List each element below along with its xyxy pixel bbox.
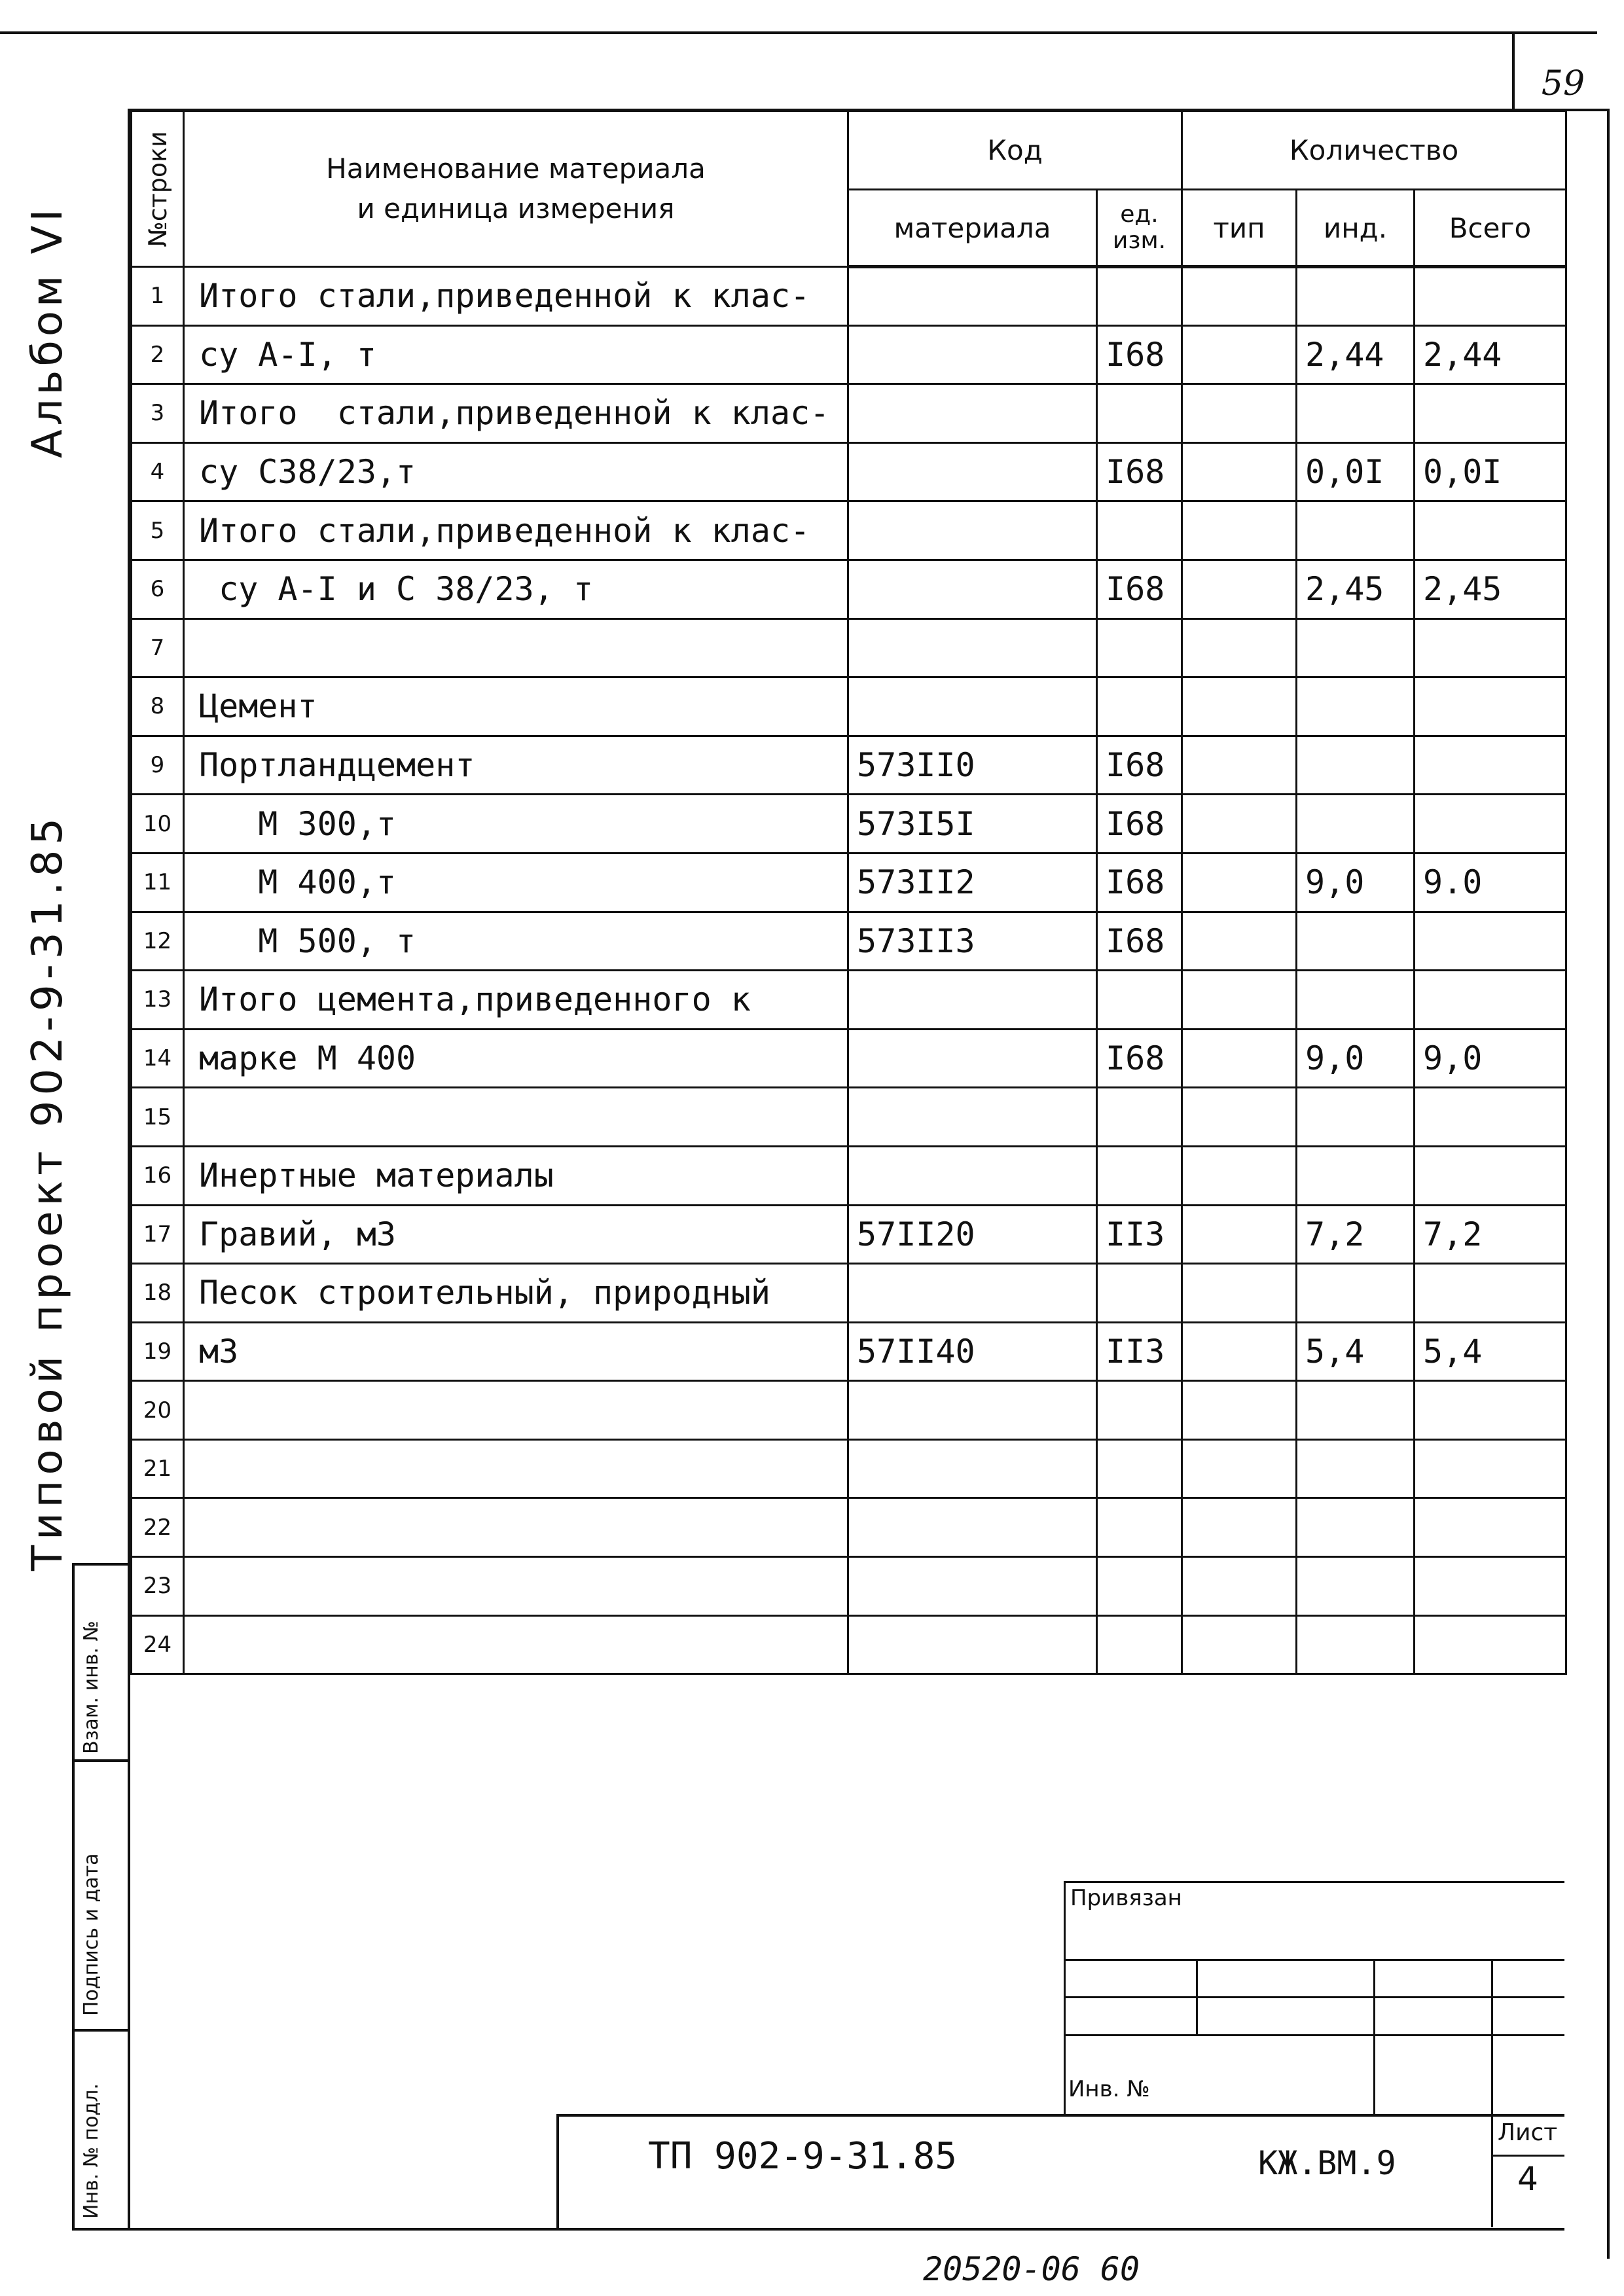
qty-ind-cell	[1297, 1381, 1415, 1440]
row-number-cell: 23	[132, 1557, 184, 1616]
page-number: 59	[1541, 64, 1585, 103]
row-number-cell: 19	[132, 1322, 184, 1381]
qty-ind-cell	[1297, 1615, 1415, 1674]
material-code-cell	[848, 1498, 1097, 1557]
table-row	[132, 501, 1566, 560]
qty-total-cell: 9,0	[1415, 1029, 1566, 1088]
table-row	[132, 1498, 1566, 1557]
material-name-cell: Инертные материалы	[184, 1146, 848, 1205]
frame-right-border	[1607, 109, 1610, 2259]
stamp-inv-podl: Инв. № подл.	[80, 2083, 103, 2219]
unit-code-cell	[1097, 619, 1182, 677]
material-name-cell	[184, 1498, 848, 1557]
qty-total-cell	[1415, 1088, 1566, 1147]
material-name-cell	[184, 1615, 848, 1674]
table-row	[132, 1146, 1566, 1205]
row-number-cell: 10	[132, 795, 184, 853]
material-name-cell	[184, 1088, 848, 1147]
unit-code-cell	[1097, 1088, 1182, 1147]
qty-total-cell	[1415, 795, 1566, 853]
unit-code-cell	[1097, 1439, 1182, 1498]
stamp-podpis-data: Подпись и дата	[80, 1853, 103, 2016]
unit-code-cell	[1097, 1498, 1182, 1557]
qty-type-cell	[1182, 677, 1297, 736]
qty-total-cell	[1415, 267, 1566, 326]
table-row	[132, 912, 1566, 971]
qty-total-cell	[1415, 912, 1566, 971]
material-code-cell	[848, 677, 1097, 736]
material-code-cell	[848, 1557, 1097, 1616]
qty-type-cell	[1182, 325, 1297, 384]
material-code-cell	[848, 1029, 1097, 1088]
material-code-cell: 57II20	[848, 1205, 1097, 1264]
material-code-cell	[848, 1615, 1097, 1674]
qty-total-cell: 7,2	[1415, 1205, 1566, 1264]
qty-total-cell: 9.0	[1415, 853, 1566, 912]
qty-ind-cell	[1297, 795, 1415, 853]
row-number-cell: 18	[132, 1264, 184, 1323]
qty-type-cell	[1182, 1146, 1297, 1205]
material-name-cell: марке М 400	[184, 1029, 848, 1088]
frame-bottom-border	[72, 2228, 1564, 2231]
table-row	[132, 795, 1566, 853]
table-row	[132, 442, 1566, 501]
row-number-cell: 6	[132, 560, 184, 619]
material-name-cell: Цемент	[184, 677, 848, 736]
row-number-cell: 2	[132, 325, 184, 384]
table-row	[132, 1615, 1566, 1674]
table-row	[132, 677, 1566, 736]
qty-type-cell	[1182, 619, 1297, 677]
qty-total-cell: 5,4	[1415, 1322, 1566, 1381]
material-code-cell	[848, 560, 1097, 619]
header-qty-type: тип	[1182, 190, 1297, 267]
material-code-cell	[848, 1381, 1097, 1440]
material-code-cell	[848, 1088, 1097, 1147]
material-name-cell: су С38/23,т	[184, 442, 848, 501]
qty-type-cell	[1182, 384, 1297, 443]
qty-ind-cell	[1297, 677, 1415, 736]
qty-type-cell	[1182, 1615, 1297, 1674]
qty-ind-cell: 9,0	[1297, 1029, 1415, 1088]
qty-total-cell	[1415, 1381, 1566, 1440]
qty-ind-cell	[1297, 1498, 1415, 1557]
material-name-cell	[184, 1439, 848, 1498]
row-number-cell: 11	[132, 853, 184, 912]
document-number: ТП 902-9-31.85	[648, 2135, 958, 2178]
unit-code-cell: I68	[1097, 912, 1182, 971]
qty-ind-cell	[1297, 912, 1415, 971]
material-name-cell: Итого стали,приведенной к клас-	[184, 501, 848, 560]
unit-code-cell	[1097, 267, 1182, 326]
material-code-cell	[848, 1146, 1097, 1205]
inv-no-label: Инв. №	[1068, 2076, 1150, 2102]
row-number-cell: 1	[132, 267, 184, 326]
table-row	[132, 736, 1566, 795]
footer-number: 20520-06 60	[923, 2250, 1140, 2288]
qty-ind-cell: 5,4	[1297, 1322, 1415, 1381]
qty-ind-cell: 0,0I	[1297, 442, 1415, 501]
material-name-cell	[184, 1557, 848, 1616]
qty-type-cell	[1182, 853, 1297, 912]
table-row	[132, 1557, 1566, 1616]
album-caption: Альбом VI	[24, 205, 72, 458]
unit-code-cell: I68	[1097, 853, 1182, 912]
unit-code-cell	[1097, 1146, 1182, 1205]
qty-type-cell	[1182, 1322, 1297, 1381]
unit-code-cell	[1097, 1557, 1182, 1616]
table-row	[132, 560, 1566, 619]
row-number-cell: 4	[132, 442, 184, 501]
qty-ind-cell: 9,0	[1297, 853, 1415, 912]
sheet-number: 4	[1517, 2160, 1538, 2198]
row-number-cell: 9	[132, 736, 184, 795]
qty-total-cell	[1415, 1264, 1566, 1323]
qty-ind-cell	[1297, 384, 1415, 443]
material-code-cell	[848, 442, 1097, 501]
qty-ind-cell	[1297, 1088, 1415, 1147]
qty-total-cell	[1415, 736, 1566, 795]
materials-table-body	[132, 267, 1566, 1674]
qty-total-cell	[1415, 384, 1566, 443]
qty-type-cell	[1182, 1381, 1297, 1440]
qty-type-cell	[1182, 267, 1297, 326]
stamp-vzam-inv: Взам. инв. №	[80, 1621, 103, 1754]
qty-ind-cell: 2,44	[1297, 325, 1415, 384]
unit-code-cell: I68	[1097, 736, 1182, 795]
qty-type-cell	[1182, 736, 1297, 795]
project-caption: Типовой проект 902-9-31.85	[24, 812, 72, 1571]
unit-code-cell: I68	[1097, 325, 1182, 384]
qty-total-cell	[1415, 1615, 1566, 1674]
table-row	[132, 1029, 1566, 1088]
header-code-unit: ед. изм.	[1097, 190, 1182, 267]
qty-ind-cell	[1297, 1264, 1415, 1323]
material-code-cell	[848, 501, 1097, 560]
qty-total-cell: 0,0I	[1415, 442, 1566, 501]
header-qty-total: Всего	[1415, 190, 1566, 267]
table-row	[132, 971, 1566, 1030]
row-number-cell: 16	[132, 1146, 184, 1205]
unit-code-cell: I68	[1097, 560, 1182, 619]
material-code-cell	[848, 1264, 1097, 1323]
row-number-cell: 22	[132, 1498, 184, 1557]
qty-type-cell	[1182, 912, 1297, 971]
qty-type-cell	[1182, 560, 1297, 619]
table-row	[132, 384, 1566, 443]
qty-ind-cell	[1297, 619, 1415, 677]
row-number-cell: 20	[132, 1381, 184, 1440]
row-number-cell: 12	[132, 912, 184, 971]
material-code-cell: 573II3	[848, 912, 1097, 971]
qty-type-cell	[1182, 442, 1297, 501]
unit-code-cell	[1097, 384, 1182, 443]
header-quantity-group: Количество	[1182, 111, 1566, 190]
material-code-cell	[848, 1439, 1097, 1498]
material-code-cell	[848, 384, 1097, 443]
unit-code-cell: II3	[1097, 1205, 1182, 1264]
qty-type-cell	[1182, 1439, 1297, 1498]
sheet-label: Лист	[1498, 2119, 1558, 2146]
material-code-cell	[848, 325, 1097, 384]
table-row	[132, 1322, 1566, 1381]
header-code-group: Код	[848, 111, 1182, 190]
table-row	[132, 1088, 1566, 1147]
unit-code-cell	[1097, 971, 1182, 1030]
row-number-cell: 5	[132, 501, 184, 560]
unit-code-cell: I68	[1097, 442, 1182, 501]
material-name-cell: М 500, т	[184, 912, 848, 971]
header-material-name: Наименование материала и единица измерения	[184, 111, 848, 267]
material-code-cell	[848, 619, 1097, 677]
qty-total-cell	[1415, 1557, 1566, 1616]
qty-type-cell	[1182, 1205, 1297, 1264]
qty-ind-cell	[1297, 1146, 1415, 1205]
table-row	[132, 853, 1566, 912]
row-number-cell: 3	[132, 384, 184, 443]
qty-type-cell	[1182, 501, 1297, 560]
material-name-cell	[184, 619, 848, 677]
unit-code-cell	[1097, 1615, 1182, 1674]
qty-total-cell	[1415, 1498, 1566, 1557]
qty-ind-cell	[1297, 1439, 1415, 1498]
unit-code-cell: I68	[1097, 1029, 1182, 1088]
material-name-cell: Итого цемента,приведенного к	[184, 971, 848, 1030]
material-code-cell: 573I5I	[848, 795, 1097, 853]
material-name-cell: М 400,т	[184, 853, 848, 912]
material-code-cell	[848, 971, 1097, 1030]
material-code-cell: 573II0	[848, 736, 1097, 795]
unit-code-cell	[1097, 501, 1182, 560]
qty-ind-cell	[1297, 736, 1415, 795]
qty-total-cell: 2,44	[1415, 325, 1566, 384]
table-row	[132, 1439, 1566, 1498]
unit-code-cell: II3	[1097, 1322, 1182, 1381]
material-name-cell: Итого стали,приведенной к клас-	[184, 384, 848, 443]
row-number-cell: 14	[132, 1029, 184, 1088]
document-mark: КЖ.ВМ.9	[1258, 2144, 1396, 2182]
row-number-cell: 15	[132, 1088, 184, 1147]
qty-type-cell	[1182, 795, 1297, 853]
table-row	[132, 1205, 1566, 1264]
unit-code-cell	[1097, 677, 1182, 736]
unit-code-cell: I68	[1097, 795, 1182, 853]
privyazan-label: Привязан	[1070, 1885, 1182, 1911]
qty-type-cell	[1182, 1264, 1297, 1323]
table-row	[132, 1381, 1566, 1440]
materials-table	[130, 110, 1567, 1675]
row-number-cell: 24	[132, 1615, 184, 1674]
material-code-cell: 573II2	[848, 853, 1097, 912]
qty-type-cell	[1182, 1088, 1297, 1147]
qty-ind-cell	[1297, 1557, 1415, 1616]
header-qty-ind: инд.	[1297, 190, 1415, 267]
table-row	[132, 1264, 1566, 1323]
material-name-cell: Песок строительный, природный	[184, 1264, 848, 1323]
material-name-cell: Гравий, м3	[184, 1205, 848, 1264]
material-code-cell: 57II40	[848, 1322, 1097, 1381]
table-row	[132, 325, 1566, 384]
material-name-cell: Портландцемент	[184, 736, 848, 795]
qty-ind-cell	[1297, 971, 1415, 1030]
row-number-cell: 13	[132, 971, 184, 1030]
qty-total-cell	[1415, 971, 1566, 1030]
qty-total-cell	[1415, 1146, 1566, 1205]
material-name-cell	[184, 1381, 848, 1440]
header-code-material: материала	[848, 190, 1097, 267]
qty-ind-cell	[1297, 267, 1415, 326]
material-name-cell: м3	[184, 1322, 848, 1381]
row-number-cell: 8	[132, 677, 184, 736]
row-number-cell: 17	[132, 1205, 184, 1264]
table-row	[132, 267, 1566, 326]
qty-total-cell: 2,45	[1415, 560, 1566, 619]
material-name-cell: М 300,т	[184, 795, 848, 853]
row-number-cell: 21	[132, 1439, 184, 1498]
qty-type-cell	[1182, 1498, 1297, 1557]
unit-code-cell	[1097, 1264, 1182, 1323]
qty-total-cell	[1415, 501, 1566, 560]
qty-type-cell	[1182, 1029, 1297, 1088]
qty-type-cell	[1182, 1557, 1297, 1616]
qty-total-cell	[1415, 677, 1566, 736]
qty-ind-cell: 7,2	[1297, 1205, 1415, 1264]
header-row-number: №строки	[132, 111, 184, 267]
qty-ind-cell	[1297, 501, 1415, 560]
unit-code-cell	[1097, 1381, 1182, 1440]
qty-total-cell	[1415, 619, 1566, 677]
qty-ind-cell: 2,45	[1297, 560, 1415, 619]
qty-type-cell	[1182, 971, 1297, 1030]
material-code-cell	[848, 267, 1097, 326]
material-name-cell: су А-I и С 38/23, т	[184, 560, 848, 619]
material-name-cell: су А-I, т	[184, 325, 848, 384]
row-number-cell: 7	[132, 619, 184, 677]
material-name-cell: Итого стали,приведенной к клас-	[184, 267, 848, 326]
qty-total-cell	[1415, 1439, 1566, 1498]
table-row	[132, 619, 1566, 677]
